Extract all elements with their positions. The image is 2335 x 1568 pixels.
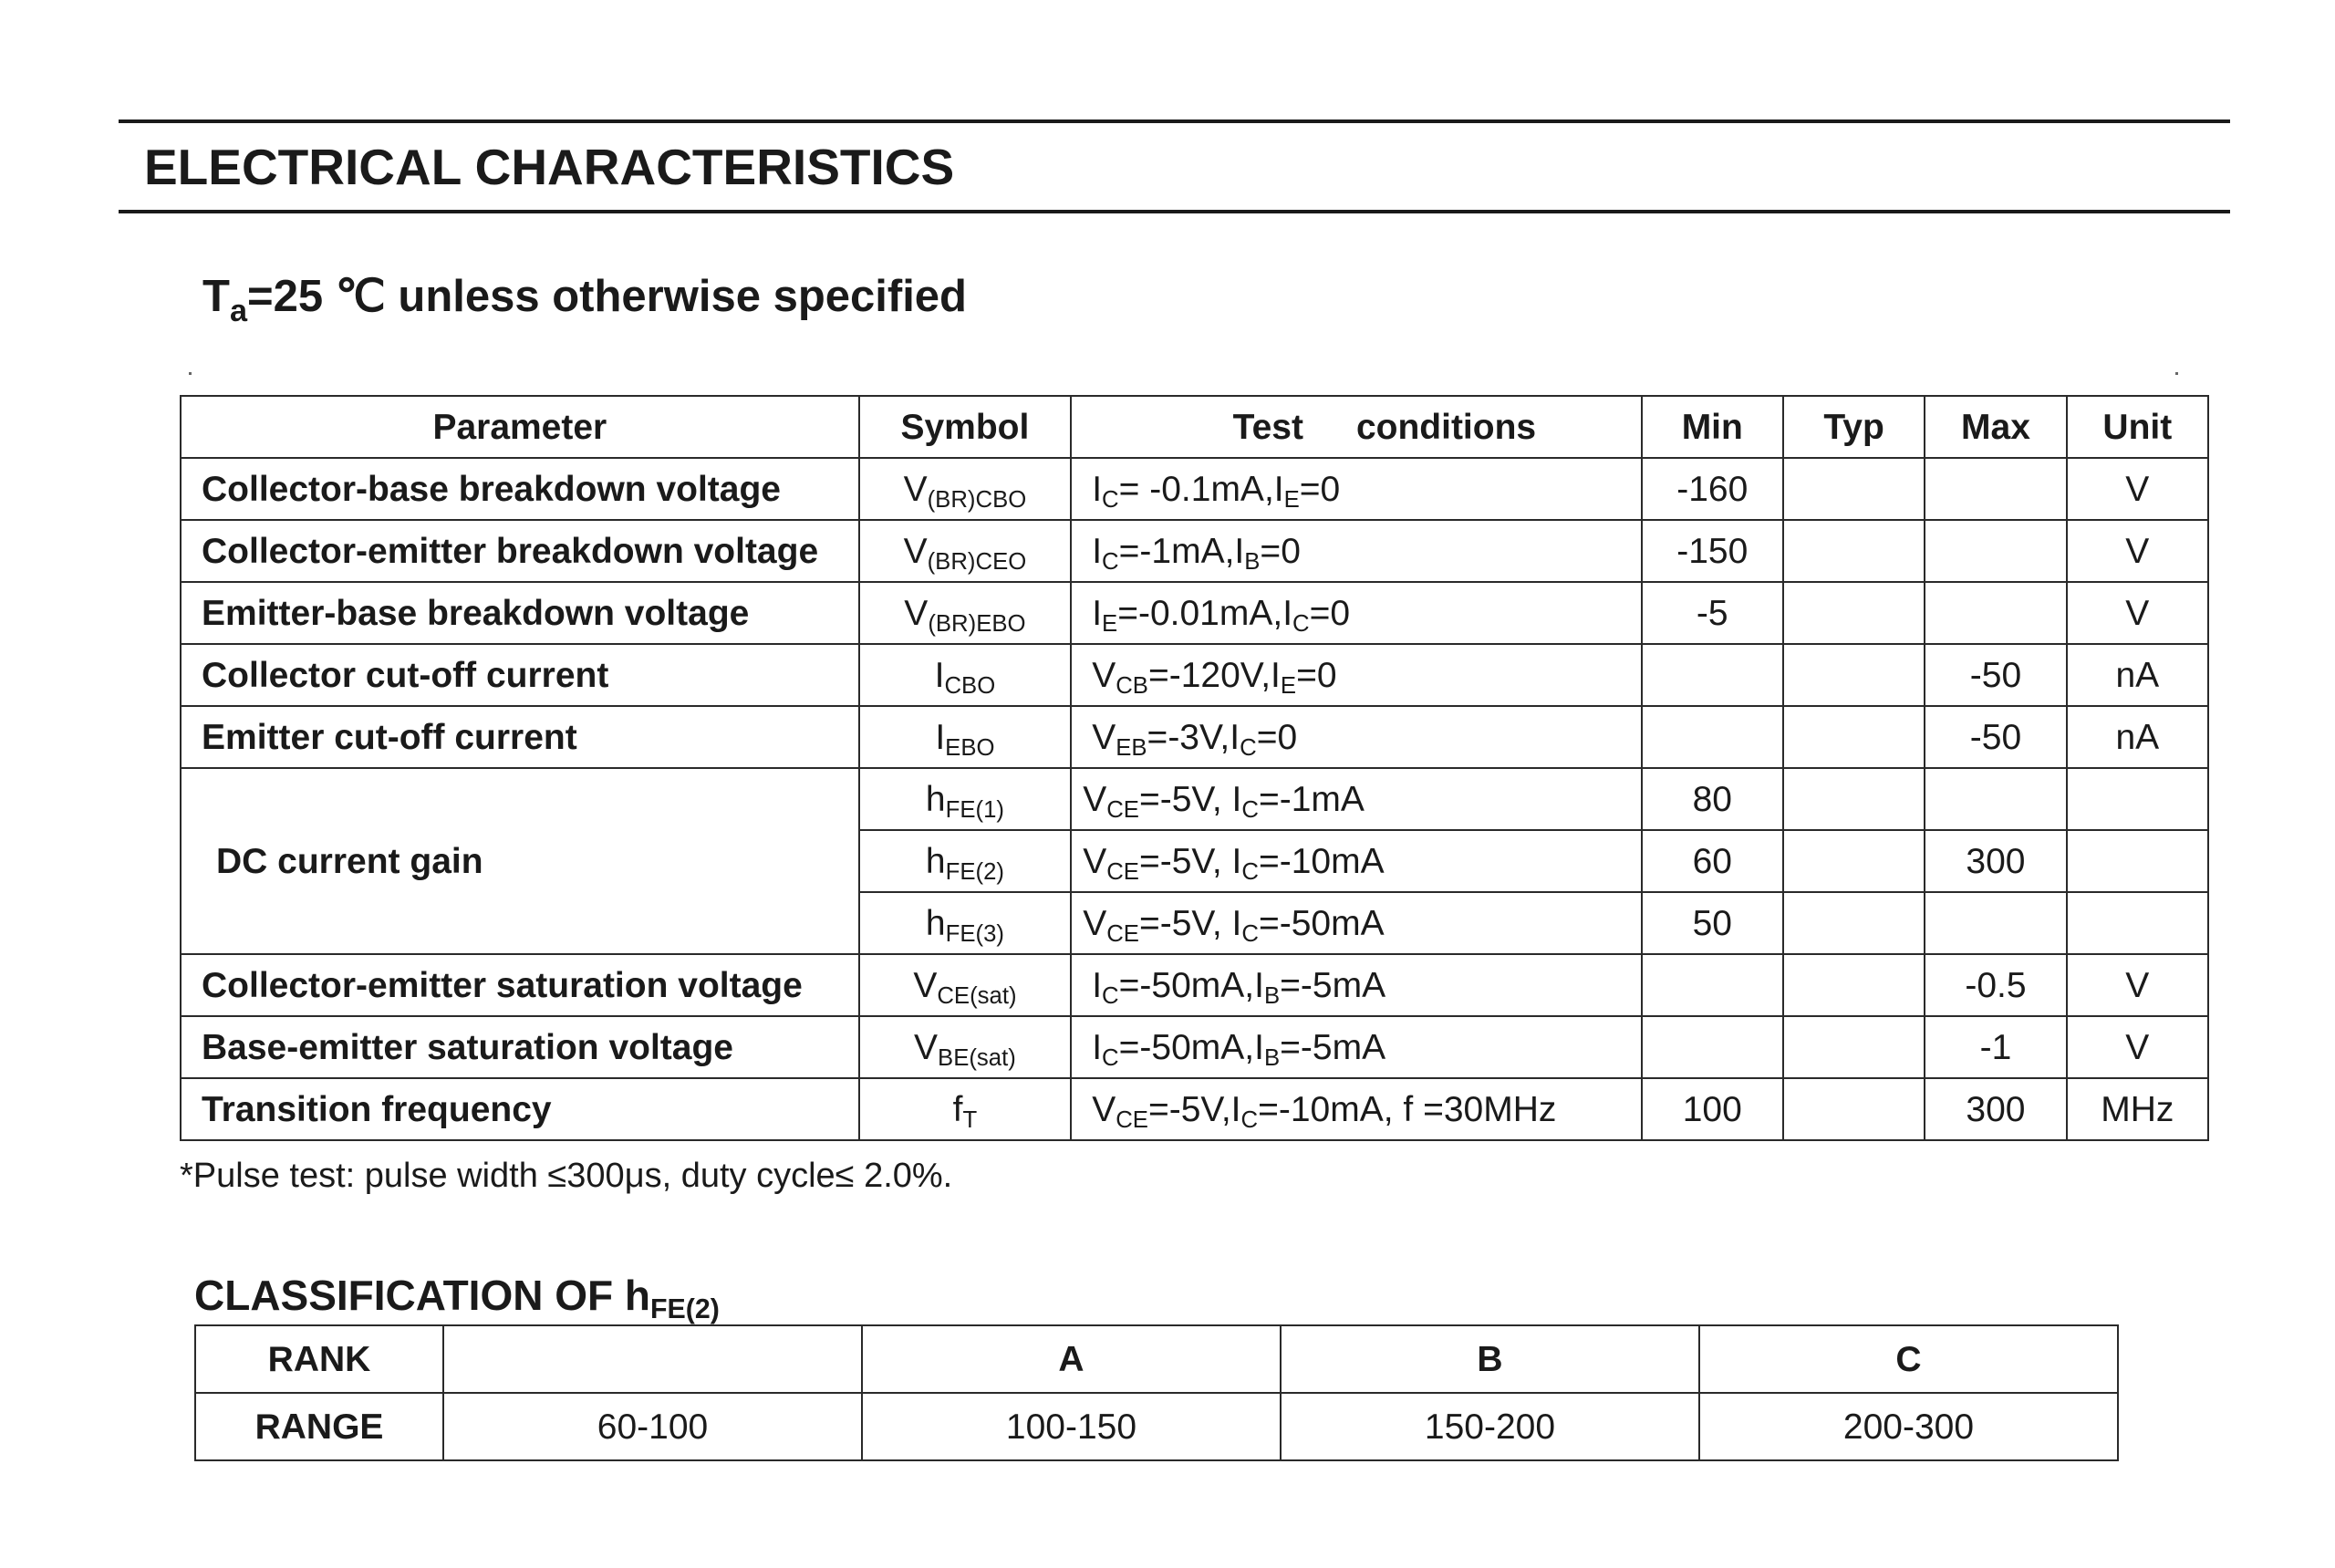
- row-symbol: $h_{FE(3)}$: [859, 892, 1072, 954]
- rank-cell: [443, 1325, 862, 1393]
- row-parameter: Base-emitter saturation voltage: [181, 1016, 859, 1078]
- rank-label: RANK: [195, 1325, 443, 1393]
- row-min: [1642, 1016, 1783, 1078]
- row-conditions: $V_{CE}=-5V,I_C=-10mA$, f =30MHz: [1071, 1078, 1641, 1140]
- range-row: [195, 1393, 2118, 1460]
- header-parameter: Parameter: [181, 396, 859, 458]
- row-typ: [1783, 582, 1925, 644]
- row-typ: [1783, 1016, 1925, 1078]
- row-min: -5: [1642, 582, 1783, 644]
- table-row: [181, 458, 2208, 520]
- row-unit: V: [2067, 1016, 2208, 1078]
- row-symbol: $V_{(BR)CBO}$: [859, 458, 1072, 520]
- row-conditions: $V_{CE}=-5V$, $I_C=-10mA$: [1071, 830, 1641, 892]
- row-symbol: $V_{CE(sat)}$: [859, 954, 1072, 1016]
- row-min: [1642, 706, 1783, 768]
- classification-table: [194, 1324, 2119, 1461]
- row-typ: [1783, 706, 1925, 768]
- row-conditions: $V_{CE}=-5V$, $I_C=-50mA$: [1071, 892, 1641, 954]
- row-unit: V: [2067, 520, 2208, 582]
- row-max: 300: [1925, 830, 2066, 892]
- condition-text: =25 ℃ unless otherwise specified: [247, 272, 967, 321]
- row-unit: [2067, 892, 2208, 954]
- row-max: -1: [1925, 1016, 2066, 1078]
- row-max: [1925, 892, 2066, 954]
- row-unit: MHz: [2067, 1078, 2208, 1140]
- row-symbol: $I_{CBO}$: [859, 644, 1072, 706]
- row-typ: [1783, 1078, 1925, 1140]
- row-max: -50: [1925, 644, 2066, 706]
- row-max: [1925, 520, 2066, 582]
- row-unit: V: [2067, 582, 2208, 644]
- row-min: 100: [1642, 1078, 1783, 1140]
- table-row: [181, 706, 2208, 768]
- table-row: [181, 1078, 2208, 1140]
- row-typ: [1783, 644, 1925, 706]
- row-max: [1925, 458, 2066, 520]
- row-unit: V: [2067, 954, 2208, 1016]
- row-conditions: $V_{CB}=-120V,I_E=0$: [1071, 644, 1641, 706]
- header-typ: Typ: [1783, 396, 1925, 458]
- temp-symbol-sub: a: [229, 293, 248, 328]
- row-symbol: $h_{FE(1)}$: [859, 768, 1072, 830]
- row-unit: [2067, 768, 2208, 830]
- row-typ: [1783, 892, 1925, 954]
- row-max: -0.5: [1925, 954, 2066, 1016]
- electrical-characteristics-table: [180, 395, 2209, 1141]
- row-min: [1642, 954, 1783, 1016]
- table-row: [181, 520, 2208, 582]
- row-symbol: $V_{(BR)CEO}$: [859, 520, 1072, 582]
- rank-cell: A: [862, 1325, 1281, 1393]
- row-max: -50: [1925, 706, 2066, 768]
- row-min: -160: [1642, 458, 1783, 520]
- pulse-test-footnote: *Pulse test: pulse width ≤300μs, duty cycle≤ 2.0%.: [180, 1157, 953, 1195]
- header-symbol: Symbol: [859, 396, 1072, 458]
- row-min: 80: [1642, 768, 1783, 830]
- row-conditions: $I_C=-1mA,I_B=0$: [1071, 520, 1641, 582]
- rank-cell: C: [1699, 1325, 2118, 1393]
- rank-row: [195, 1325, 2118, 1393]
- row-conditions: $V_{EB}=-3V,I_C=0$: [1071, 706, 1641, 768]
- table-row: [181, 1016, 2208, 1078]
- row-symbol: $V_{BE(sat)}$: [859, 1016, 1072, 1078]
- row-typ: [1783, 768, 1925, 830]
- header-max: Max: [1925, 396, 2066, 458]
- row-parameter: Collector cut-off current: [181, 644, 859, 706]
- row-unit: V: [2067, 458, 2208, 520]
- row-symbol: $V_{(BR)EBO}$: [859, 582, 1072, 644]
- table-row: [181, 768, 2208, 830]
- range-cell: 60-100: [443, 1393, 862, 1460]
- row-max: [1925, 768, 2066, 830]
- scan-dot: [189, 372, 192, 375]
- test-condition-note: [202, 266, 967, 341]
- range-label: RANGE: [195, 1393, 443, 1460]
- row-conditions: $V_{CE}=-5V$, $I_C=-1mA$: [1071, 768, 1641, 830]
- table-row: [181, 644, 2208, 706]
- row-parameter: Collector-emitter saturation voltage: [181, 954, 859, 1016]
- row-conditions: $I_C=-50mA,I_B=-5mA$: [1071, 954, 1641, 1016]
- row-typ: [1783, 458, 1925, 520]
- header-test-conditions: Test conditions: [1071, 396, 1641, 458]
- row-typ: [1783, 954, 1925, 1016]
- top-rule: [119, 119, 2230, 123]
- row-typ: [1783, 830, 1925, 892]
- title-underline: [119, 210, 2230, 213]
- row-conditions: $I_E=-0.01mA,I_C=0$: [1071, 582, 1641, 644]
- row-typ: [1783, 520, 1925, 582]
- row-conditions: $I_C= -0.1mA,I_E=0$: [1071, 458, 1641, 520]
- row-unit: nA: [2067, 644, 2208, 706]
- row-min: -150: [1642, 520, 1783, 582]
- row-parameter: Transition frequency: [181, 1078, 859, 1140]
- row-parameter: Emitter cut-off current: [181, 706, 859, 768]
- row-max: 300: [1925, 1078, 2066, 1140]
- range-cell: 200-300: [1699, 1393, 2118, 1460]
- temp-symbol: T: [202, 272, 230, 321]
- row-min: 60: [1642, 830, 1783, 892]
- row-parameter: DC current gain: [181, 768, 859, 954]
- row-parameter: Collector-base breakdown voltage: [181, 458, 859, 520]
- header-unit: Unit: [2067, 396, 2208, 458]
- range-cell: 100-150: [862, 1393, 1281, 1460]
- table-row: [181, 582, 2208, 644]
- row-conditions: $I_C=-50mA,I_B=-5mA$: [1071, 1016, 1641, 1078]
- row-symbol: $f_T$: [859, 1078, 1072, 1140]
- row-min: [1642, 644, 1783, 706]
- table-header-row: [181, 396, 2208, 458]
- row-max: [1925, 582, 2066, 644]
- scan-dot: [2175, 372, 2178, 375]
- row-symbol: $h_{FE(2)}$: [859, 830, 1072, 892]
- row-symbol: $I_{EBO}$: [859, 706, 1072, 768]
- row-unit: nA: [2067, 706, 2208, 768]
- row-unit: [2067, 830, 2208, 892]
- table-row: [181, 954, 2208, 1016]
- row-parameter: Collector-emitter breakdown voltage: [181, 520, 859, 582]
- row-parameter: Emitter-base breakdown voltage: [181, 582, 859, 644]
- classification-title: CLASSIFICATION OF $h_{FE(2)}$: [194, 1272, 720, 1325]
- rank-cell: B: [1281, 1325, 1699, 1393]
- section-title: ELECTRICAL CHARACTERISTICS: [144, 139, 955, 195]
- header-min: Min: [1642, 396, 1783, 458]
- range-cell: 150-200: [1281, 1393, 1699, 1460]
- row-min: 50: [1642, 892, 1783, 954]
